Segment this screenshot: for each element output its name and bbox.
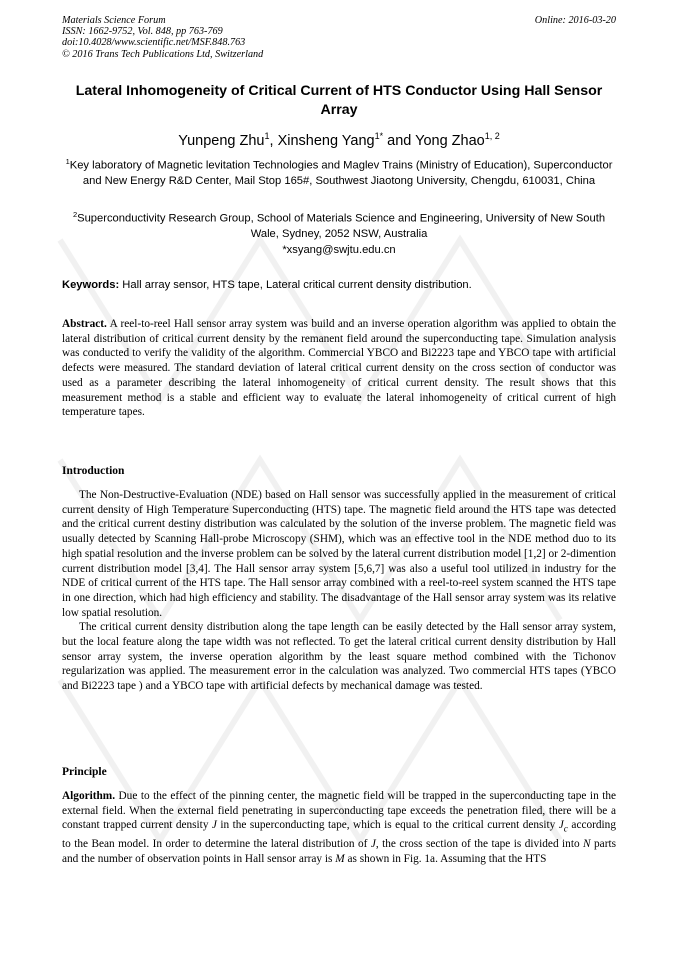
keywords-text: Hall array sensor, HTS tape, Lateral critical current density distribution. — [119, 279, 472, 291]
principle-heading: Principle — [62, 766, 107, 778]
abstract — [62, 317, 616, 420]
introduction-paragraph-1: The Non-Destructive-Evaluation (NDE) based on Hall sensor was successfully applied in the measurement of critical current density of High Temperature Superconducting (HTS) tape. The magnetic field around the HTS tape was detected and the critical current destiny distribution was calculated by the solution of the inverse problem. The magnetic field was usually detected by Scanning Hall-probe Microscopy (SHM), which was an effective tool in the NDE method duo to its high spatial resolution and the inverse problem can be solved by the lateral current distribution model [1,2] or 2-dimention current distribution model [3,4]. The Hall sensor array system [5,6,7] was also a useful tool utilized in industry for the NDE of critical current of the HTS tape. The Hall sensor array combined with a reel-to-reel system scanned the HTS tape in one direction, which had high efficiency and stability. The disadvantage of the Hall sensor array system was its relative low spatial resolution. — [62, 489, 616, 619]
variable-jc: J — [558, 819, 564, 832]
principle-body — [62, 789, 616, 867]
author-separator: , — [269, 132, 278, 149]
principle-text: according to the Bean model. In order to determine the lateral distribution of — [62, 819, 616, 851]
variable-m: M — [335, 853, 345, 866]
variable-jc-subscript: c — [563, 824, 568, 835]
variable-j: J — [370, 838, 376, 851]
copyright-line: © 2016 Trans Tech Publications Ltd, Switzerland — [62, 48, 264, 60]
online-date: Online: 2016-03-20 — [534, 15, 616, 26]
keywords-label: Keywords: — [62, 279, 120, 291]
principle-text: as shown in Fig. 1a. Assuming that the HTS — [344, 853, 547, 866]
author-separator: and — [383, 132, 416, 149]
corresponding-email: *xsyang@swjtu.edu.cn — [282, 244, 396, 256]
affiliation-mark: 2 — [72, 210, 78, 219]
principle-text: parts and the number of observation points in Hall sensor array is — [62, 838, 616, 866]
author-affiliation-mark: 1* — [374, 131, 384, 141]
keywords — [62, 279, 616, 291]
affiliation-2 — [62, 207, 616, 243]
issn-line: ISSN: 1662-9752, Vol. 848, pp 763-769 — [62, 26, 223, 38]
abstract-label: Abstract. — [62, 318, 107, 330]
abstract-text: A reel-to-reel Hall sensor array system was build and an inverse operation algorithm was applied to obtain the lateral distribution of critical current density by the remanent field around the superconducting tape. Simulation analysis was conducted to verify the validity of the algorithm. Commercial YBCO and Bi2223 tape and YBCO tape with artificial defects were measured. The standard deviation of lateral critical current density on the cross section of conductor was used as a parameter describing the lateral inhomogeneity of critical current density. The result shows that this measurement method is a stable and efficient way to evaluate the lateral inhomogeneity of critical current of high temperature tapes. — [62, 318, 616, 419]
author-affiliation-mark: 1, 2 — [484, 131, 500, 141]
author-name: Yunpeng Zhu — [178, 132, 265, 149]
author-affiliation-mark: 1 — [264, 131, 270, 141]
paper-title: Lateral Inhomogeneity of Critical Current of HTS Conductor Using Hall Sensor Array — [75, 83, 603, 118]
doi-line: doi:10.4028/www.scientific.net/MSF.848.763 — [62, 37, 246, 49]
variable-j: J — [211, 819, 217, 832]
introduction-paragraph-2: The critical current density distribution along the tape length can be easily detected by the Hall sensor array system, but the local feature along the tape width was not reflected. To get the lateral critical current density distribution by Hall sensor array system, the inverse operation algorithm by the least square method combined with the Tichonov regularization was applied. The measurement error in the calculation was analyzed. Two commercial HTS tapes (YBCO and Bi2223 tape ) and a YBCO tape with artificial defects by mechanical damage was tested. — [62, 621, 616, 693]
author-name: Xinsheng Yang — [277, 132, 375, 149]
author-list — [62, 131, 616, 149]
affiliation-text: Superconductivity Research Group, School of Materials Science and Engineering, University of New South Wale, Sydney, 2052 NSW, Australia — [77, 212, 606, 241]
affiliation-text: Key laboratory of Magnetic levitation Technologies and Maglev Trains (Ministry of Education), Superconductor and New Energy R&D Center, Mail Stop 165#, Southwest Jiaotong University, Chengdu, 610031, China — [69, 159, 613, 188]
algorithm-label: Algorithm. — [62, 790, 116, 802]
principle-text: , the cross section of the tape is divided into — [375, 838, 584, 851]
principle-text: in the superconducting tape, which is equal to the critical current density — [216, 819, 559, 832]
variable-n: N — [583, 838, 591, 851]
journal-header — [62, 15, 263, 60]
introduction-heading: Introduction — [62, 465, 125, 477]
affiliation-1 — [62, 154, 616, 190]
affiliation-mark: 1 — [65, 157, 70, 166]
principle-text: Due to the effect of the pinning center, the magnetic field will be trapped in the superconducting tape in the external field. When the external field penetrating in superconducting tape exceeds the penetration filed, there will be a constant trapped current density — [62, 790, 616, 832]
journal-name: Materials Science Forum — [62, 15, 166, 26]
author-name: Yong Zhao — [415, 132, 485, 149]
introduction-body — [62, 488, 616, 694]
